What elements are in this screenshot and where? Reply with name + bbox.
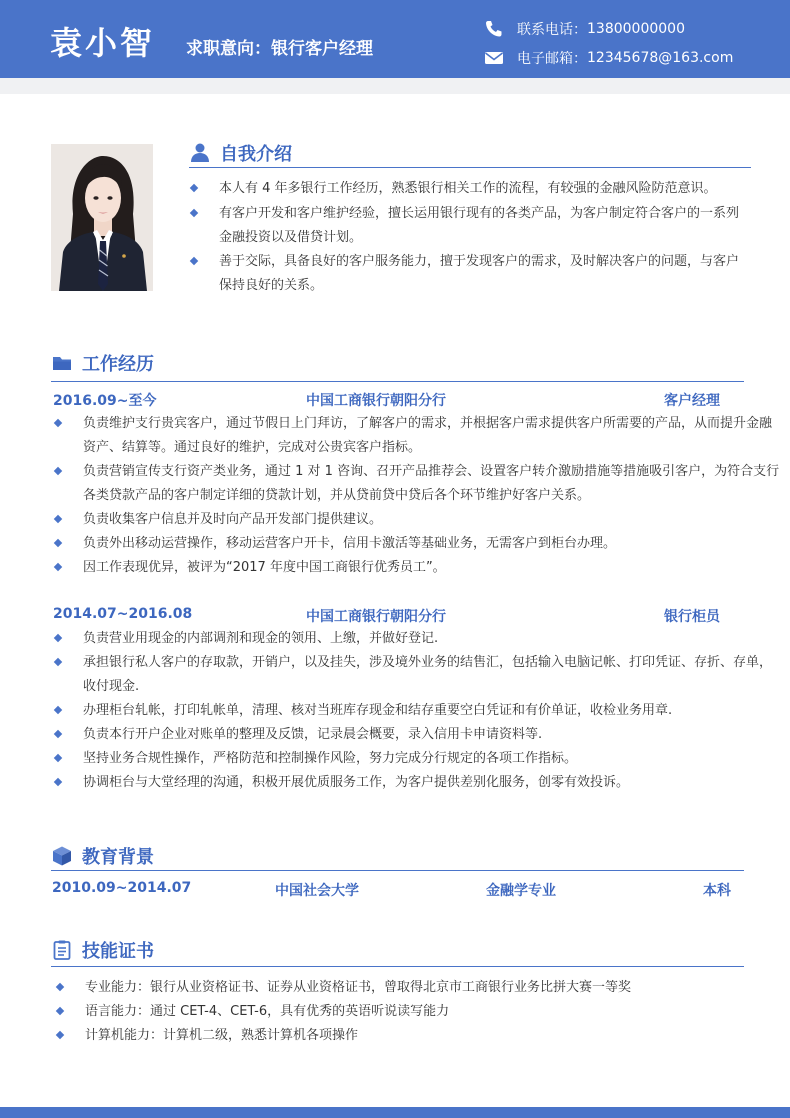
profile-photo bbox=[51, 144, 153, 291]
job-company: 中国工商银行朝阳分行 bbox=[306, 609, 446, 625]
footer-bar bbox=[0, 1107, 790, 1118]
person-icon bbox=[189, 142, 211, 164]
job-duty-item: 负责营销宣传支行资产类业务，通过 1 对 1 咨询、召开产品推荐会、设置客户转介激励措施等措施吸引客户，为符合支行各类贷款产品的客户制定详细的贷款计划，并从贷前贷中贷后各个环节维护好客户关系。 bbox=[55, 460, 781, 508]
work-heading bbox=[51, 350, 154, 376]
email-contact bbox=[484, 48, 733, 68]
self-intro-item: 本人有 4 年多银行工作经历，熟悉银行相关工作的流程，有较强的金融风险防范意识。 bbox=[191, 177, 751, 201]
phone-contact bbox=[484, 19, 685, 39]
phone-number: 13800000000 bbox=[587, 21, 685, 37]
job-period: 2014.07~2016.08 bbox=[53, 606, 193, 622]
header-bar bbox=[0, 0, 790, 78]
job-duty-item: 负责外出移动运营操作，移动运营客户开卡，信用卡激活等基础业务，无需客户到柜台办理。 bbox=[55, 532, 781, 556]
self-intro-rule bbox=[189, 167, 751, 168]
envelope-icon bbox=[484, 49, 504, 67]
education-title: 教育背景 bbox=[82, 847, 154, 868]
skills-rule bbox=[51, 966, 744, 967]
skills-title: 技能证书 bbox=[82, 941, 154, 962]
header-divider bbox=[0, 78, 790, 94]
skills-heading bbox=[51, 937, 154, 963]
job-duty-item: 负责维护支行贵宾客户，通过节假日上门拜访，了解客户的需求，并根据客户需求提供客户所需要的产品，从而提升金融资产、结算等。通过良好的维护，完成对公贵宾客户指标。 bbox=[55, 412, 781, 460]
job-duty-item: 承担银行私人客户的存取款，开销户，以及挂失，涉及境外业务的结售汇，包括输入电脑记帐、打印凭证、存折、存单，收付现金. bbox=[55, 651, 781, 699]
job-intent: 求职意向：银行客户经理 bbox=[186, 39, 373, 59]
skill-item: 计算机能力：计算机二级，熟悉计算机各项操作 bbox=[57, 1024, 781, 1048]
education-degree: 本科 bbox=[703, 883, 731, 899]
education-heading bbox=[51, 843, 154, 869]
self-intro-item: 有客户开发和客户维护经验，擅长运用银行现有的各类产品，为客户制定符合客户的一系列金融投资以及借贷计划。 bbox=[191, 202, 751, 250]
self-intro-heading bbox=[189, 140, 292, 166]
self-intro-title: 自我介绍 bbox=[220, 144, 292, 165]
work-title: 工作经历 bbox=[82, 354, 154, 375]
job-role: 客户经理 bbox=[664, 393, 720, 409]
job-role: 银行柜员 bbox=[664, 609, 720, 625]
folder-icon bbox=[51, 352, 73, 374]
cube-icon bbox=[51, 845, 73, 867]
candidate-name: 袁小智 bbox=[50, 24, 156, 62]
job-duty-item: 因工作表现优异，被评为“2017 年度中国工商银行优秀员工”。 bbox=[55, 556, 781, 580]
education-rule bbox=[51, 870, 744, 871]
job-company: 中国工商银行朝阳分行 bbox=[306, 393, 446, 409]
skill-item: 专业能力：银行从业资格证书、证券从业资格证书，曾取得北京市工商银行业务比拼大赛一等奖 bbox=[57, 976, 781, 1000]
work-rule bbox=[51, 381, 744, 382]
job-duty-item: 负责本行开户企业对账单的整理及反馈，记录晨会概要，录入信用卡申请资料等. bbox=[55, 723, 781, 747]
education-school: 中国社会大学 bbox=[275, 883, 359, 899]
self-intro-item: 善于交际，具备良好的客户服务能力，擅于发现客户的需求，及时解决客户的问题，与客户保持良好的关系。 bbox=[191, 250, 751, 298]
email-label: 电子邮箱： bbox=[517, 51, 587, 67]
job-period: 2016.09~至今 bbox=[53, 393, 157, 409]
job-duty-item: 办理柜台轧帐，打印轧帐单，清理、核对当班库存现金和结存重要空白凭证和有价单证，收检业务用章. bbox=[55, 699, 781, 723]
job-duty-item: 负责营业用现金的内部调剂和现金的领用、上缴，并做好登记. bbox=[55, 627, 781, 651]
job-duty-item: 协调柜台与大堂经理的沟通，积极开展优质服务工作，为客户提供差别化服务，创零有效投诉。 bbox=[55, 771, 781, 795]
phone-label: 联系电话： bbox=[517, 22, 587, 38]
clipboard-icon bbox=[51, 939, 73, 961]
email-address: 12345678@163.com bbox=[587, 50, 734, 66]
education-period: 2010.09~2014.07 bbox=[52, 880, 192, 896]
education-major: 金融学专业 bbox=[486, 883, 556, 899]
job-duty-item: 坚持业务合规性操作，严格防范和控制操作风险，努力完成分行规定的各项工作指标。 bbox=[55, 747, 781, 771]
phone-icon bbox=[484, 20, 504, 38]
skill-item: 语言能力：通过 CET-4、CET-6，具有优秀的英语听说读写能力 bbox=[57, 1000, 781, 1024]
job-duty-item: 负责收集客户信息并及时向产品开发部门提供建议。 bbox=[55, 508, 781, 532]
